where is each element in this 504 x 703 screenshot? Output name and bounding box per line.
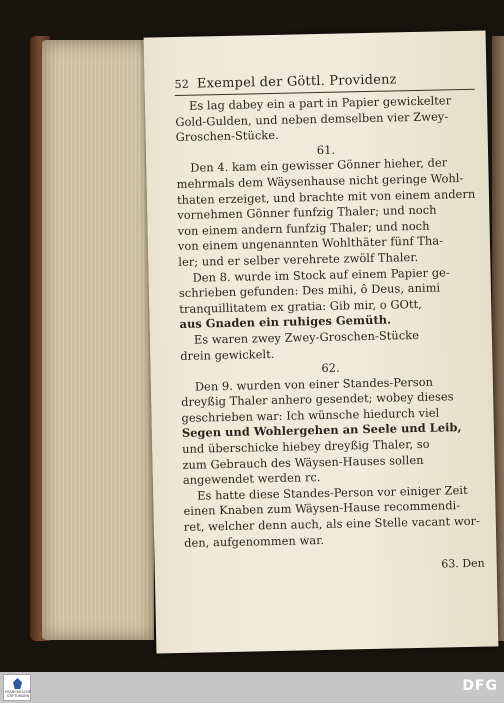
text-line: dreyßig Thaler anhero gesendet; wobey dieses: [181, 389, 454, 410]
page-number: 52: [174, 77, 190, 92]
text-line: Groschen-Stücke.: [175, 128, 279, 145]
text-line: Den 9. wurden von einer Standes-Person: [194, 374, 434, 394]
text-lines: [175, 93, 484, 551]
text-line: zum Gebrauch des Wäysen-Hauses sollen: [182, 452, 424, 472]
text-line: angewendet werden rc.: [182, 470, 321, 488]
logo-text-line1: FRANCKESCHE: [5, 690, 31, 694]
text-line: Den 4. kam ein gewisser Gönner hieher, der: [190, 155, 448, 176]
viewer-footer: [0, 672, 504, 703]
text-line: mehrmals dem Wäysenhause nicht geringe Wohl-: [176, 170, 464, 191]
text-line: vornehmen Gönner funfzig Thaler; und noch: [177, 202, 437, 223]
text-line: thaten erzeiget, und brachte mit von einem andern: [176, 186, 476, 207]
text-line: und überschicke hiebey dreyßig Thaler, so: [182, 436, 430, 456]
text-line: ret, welcher denn auch, als eine Stelle vacant wor-: [183, 513, 481, 534]
page-edges: [42, 40, 154, 640]
text-line: Es waren zwey Zwey-Groschen-Stücke: [193, 327, 420, 347]
text-line: Segen und Wohlergehen an Seele und Leib,: [181, 420, 462, 441]
text-line: drein gewickelt.: [180, 346, 275, 363]
text-line: 61.: [316, 142, 336, 157]
running-title: Exempel der Göttl. Providenz: [196, 72, 397, 92]
text-line: von einem ungenannten Wohlthäter fünf Tha-: [177, 233, 444, 254]
dfg-logo: DFG: [462, 678, 498, 694]
text-line: Es hatte diese Standes-Person vor einiger Zeit: [197, 482, 468, 503]
text-line: den, aufgenommen war.: [184, 532, 325, 550]
crest-icon: [13, 678, 22, 689]
text-line: 62.: [321, 360, 340, 376]
text-line: Es lag dabey ein a part in Papier gewickelter: [188, 93, 452, 113]
text-line: einen Knaben zum Wäysen-Hause recommendi-: [183, 498, 461, 519]
logo-text-line2: STIFTUNGEN: [6, 694, 30, 698]
catchword: 63. Den: [441, 556, 485, 571]
page-text: [174, 71, 484, 576]
text-line: geschrieben war: Ich wünsche hiedurch viel: [181, 405, 440, 425]
text-line: ler; und er selber verehrete zwölf Thaler.: [178, 249, 419, 269]
text-line: Den 8. wurde im Stock auf einem Papier ge-: [192, 264, 450, 285]
text-line: schrieben gefunden: Des mihi, ô Deus, animi: [178, 280, 441, 301]
page-header: [174, 71, 474, 96]
franckesche-stiftungen-logo: [3, 674, 31, 701]
text-line: Gold-Gulden, und neben demselben vier Zwey-: [175, 108, 449, 129]
text-line: aus Gnaden ein ruhiges Gemüth.: [179, 312, 392, 332]
text-line: von einem andern funfzig Thaler; und noch: [177, 218, 430, 238]
book-page: [144, 30, 499, 653]
text-line: tranquillitatem ex gratia: Gib mir, o GOtt,: [179, 296, 422, 316]
